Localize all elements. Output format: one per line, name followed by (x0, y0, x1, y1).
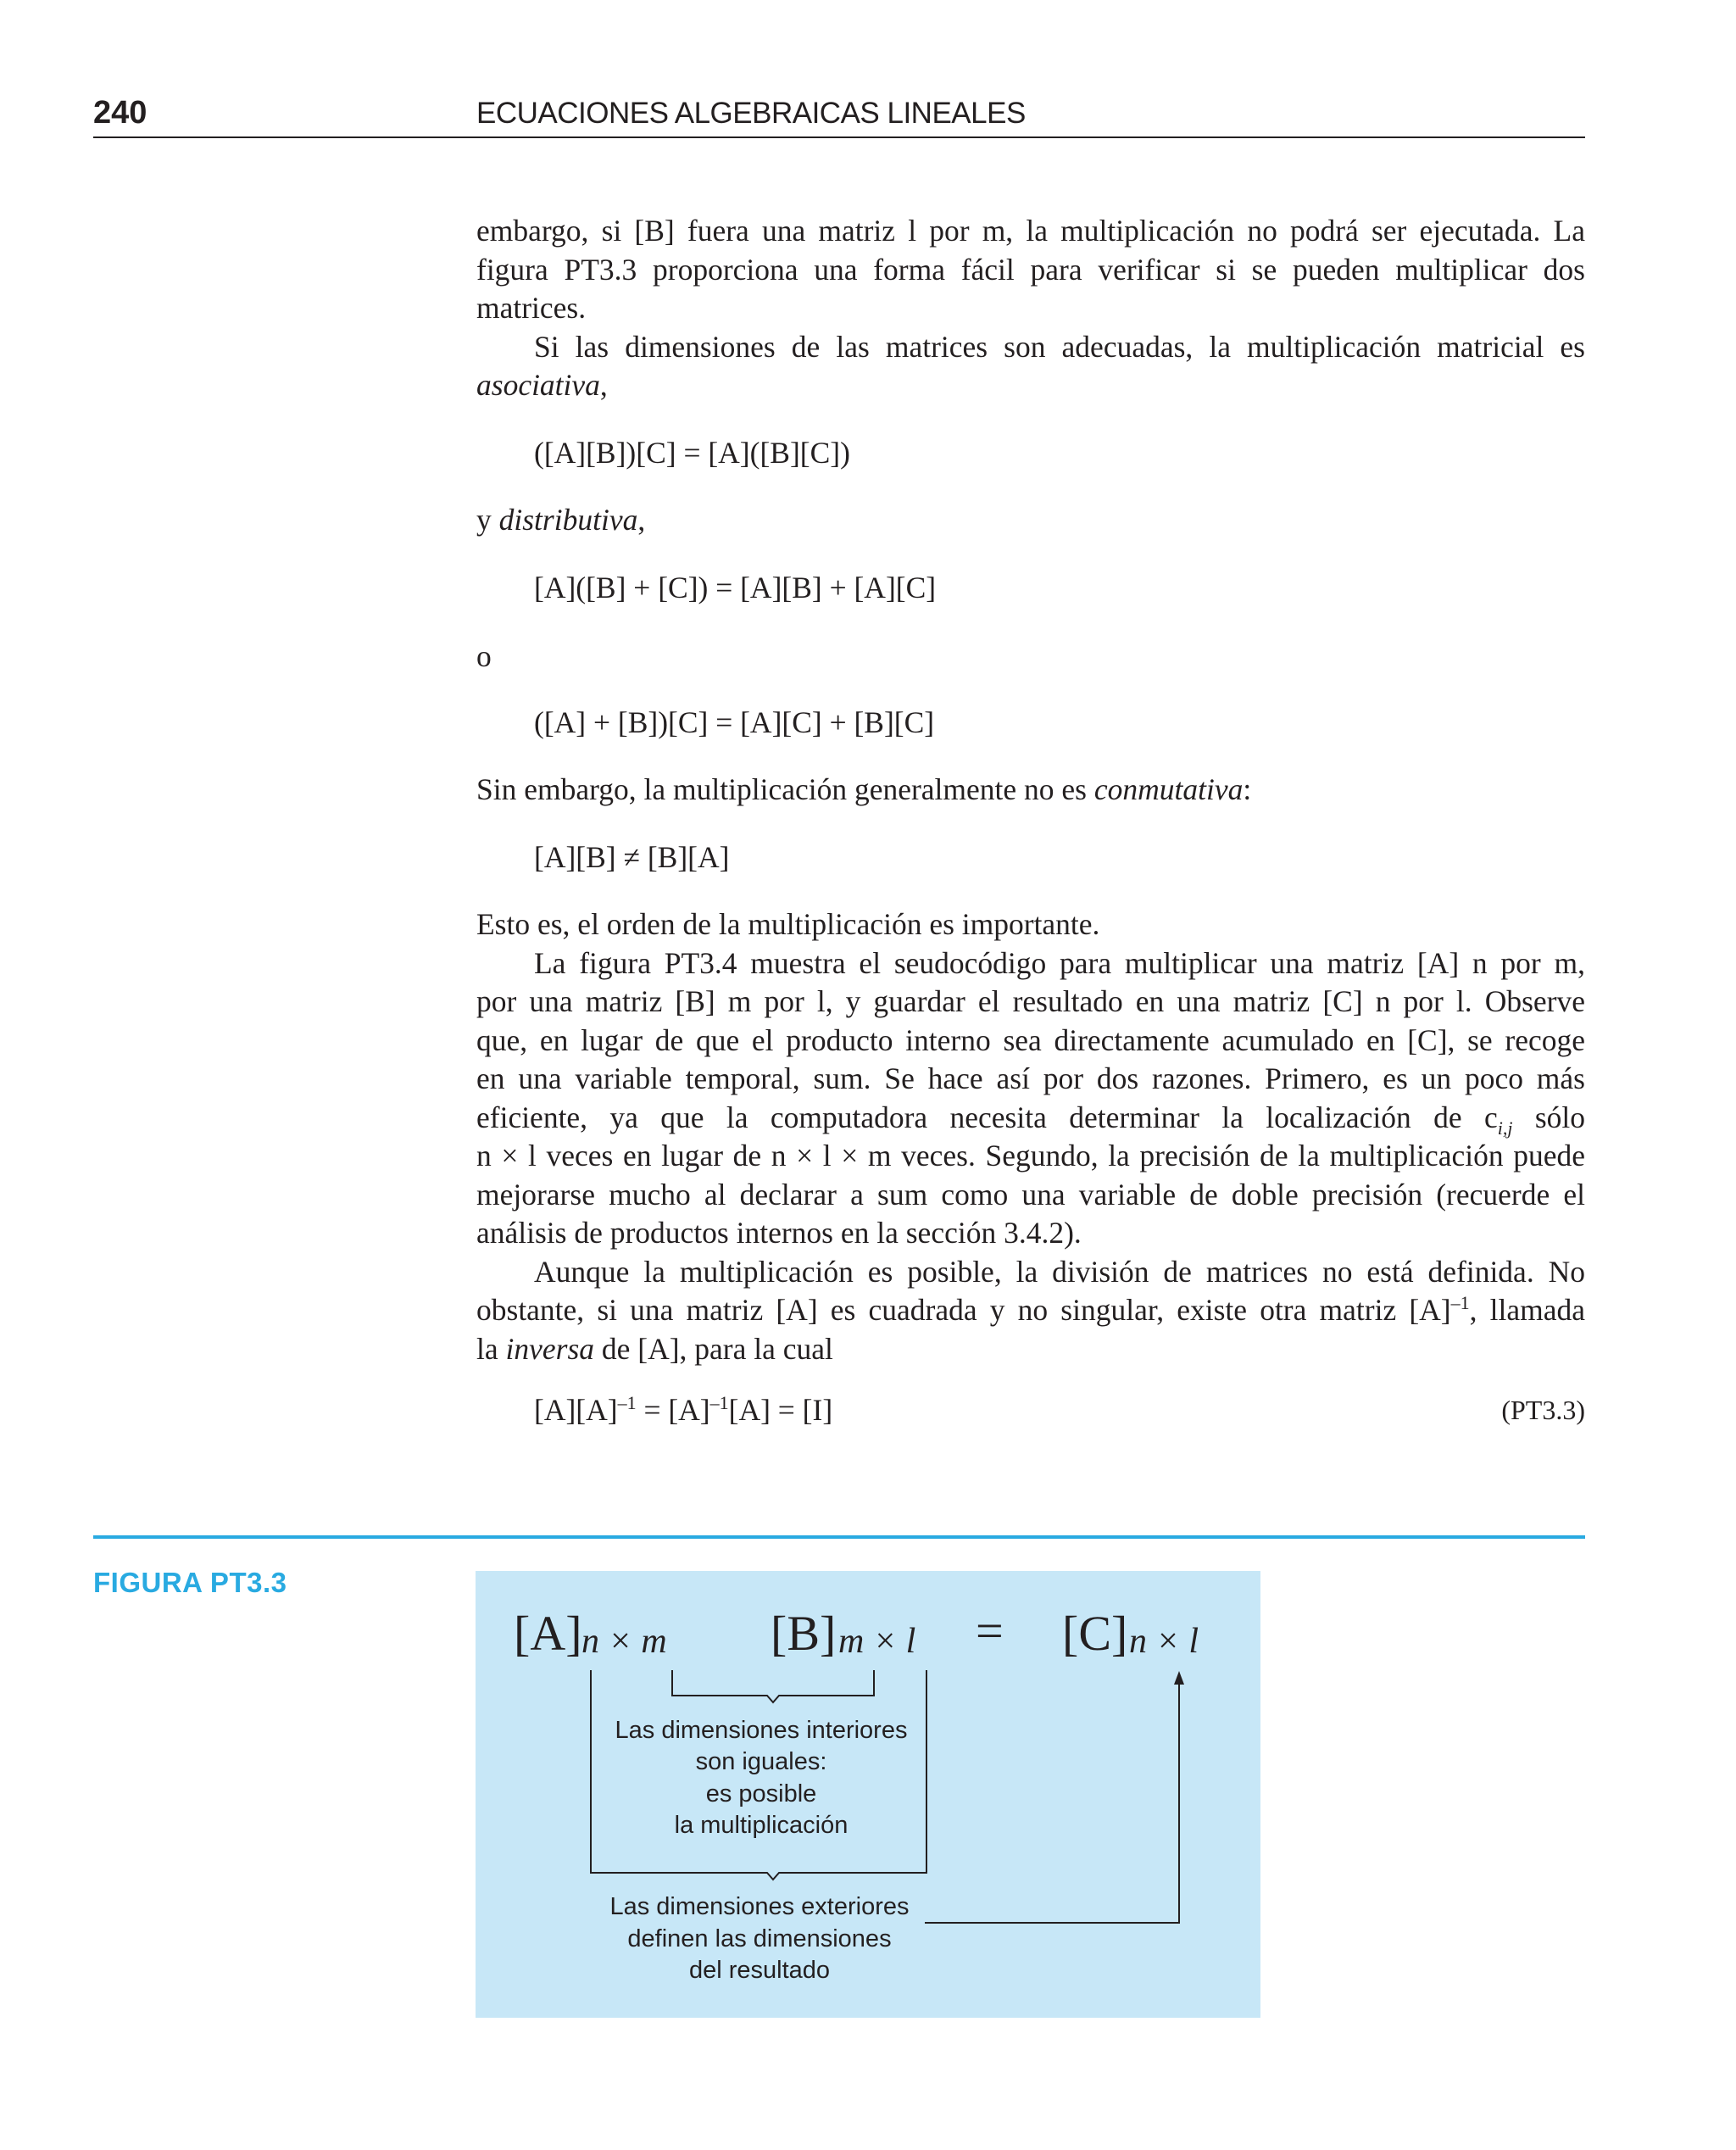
word-o: o (476, 639, 492, 673)
equation-label: (PT3.3) (1501, 1395, 1585, 1425)
inner-bracket (672, 1670, 874, 1702)
text-line: embargo, si [B] fuera una matriz l por m, la multiplicación no podrá ser ejecutada. La (476, 214, 1585, 248)
outer-note-line: definen las dimensiones (627, 1925, 892, 1952)
inner-note-line: la multiplicación (674, 1812, 849, 1839)
superscript: –1 (1450, 1292, 1470, 1314)
text-line: Esto es, el orden de la multiplicación es importante. (476, 907, 1100, 941)
paragraph-1 (476, 212, 1585, 405)
matrix-a-dims: n × m (581, 1622, 667, 1661)
result-connector (925, 1681, 1179, 1923)
text-span: = [A] (636, 1393, 710, 1427)
equation-distributive-1: [A]([B] + [C]) = [A][B] + [A][C] (534, 571, 937, 604)
matrix-b-dims: m × l (838, 1622, 916, 1661)
word-y: y (476, 503, 499, 537)
figure-label: FIGURA PT3.3 (93, 1567, 287, 1598)
text-line: Si las dimensiones de las matrices son adecuadas, la multiplicación matricial es (534, 329, 1585, 364)
text-span: obstante, si una matriz [A] es cuadrada y no singular, existe otra matriz [A] (476, 1293, 1451, 1327)
paragraph-2 (476, 905, 1585, 1368)
text-line: que, en lugar de que el producto interno sea directamente acumulado en [C], se recoge (476, 1022, 1585, 1057)
matrix-a-symbol: [A] (514, 1606, 582, 1661)
text-line: mejorarse mucho al declarar a sum como una variable de doble precisión (recuerde el (476, 1177, 1585, 1211)
text-line (476, 1291, 1585, 1330)
text-span: sólo (1512, 1100, 1585, 1134)
punctuation: , (637, 503, 646, 537)
subscript: i,j (1497, 1117, 1513, 1139)
text-line: figura PT3.3 proporciona una forma fácil para verificar si se pueden multiplicar dos (476, 252, 1585, 287)
equals-sign: = (976, 1603, 1004, 1658)
term-distributiva: distributiva (498, 503, 638, 537)
punctuation: , (599, 368, 608, 402)
text-span: [A] = [I] (728, 1393, 833, 1427)
term-asociativa: asociativa (476, 368, 600, 402)
text-line (476, 366, 1585, 405)
outer-note-line: Las dimensiones exteriores (609, 1893, 910, 1920)
text-line: La figura PT3.4 muestra el seudocódigo para multiplicar una matriz [A] n por m, (534, 945, 1585, 980)
matrix-c-symbol: [C] (1062, 1606, 1128, 1661)
text-line (476, 771, 1585, 810)
inner-note-line: es posible (705, 1780, 817, 1807)
text-line (476, 1099, 1585, 1138)
text-line (476, 1330, 1585, 1369)
inner-note-line: son iguales: (695, 1748, 827, 1775)
inner-note-line: Las dimensiones interiores (615, 1717, 908, 1744)
chapter-title: ECUACIONES ALGEBRAICAS LINEALES (476, 97, 1026, 130)
outer-note-line: del resultado (688, 1957, 831, 1984)
text-line: por una matriz [B] m por l, y guardar el resultado en una matriz [C] n por l. Observe (476, 984, 1585, 1018)
text-line: matrices. (476, 291, 587, 325)
figure-rule (93, 1535, 1585, 1539)
text-line: n × l veces en lugar de n × l × m veces. Segundo, la precisión de la multiplicación puede (476, 1139, 1585, 1172)
term-inversa: inversa (505, 1331, 595, 1366)
text-span: [A][A] (534, 1393, 618, 1427)
equation-not-commutative: [A][B] ≠ [B][A] (534, 840, 730, 874)
text-line (476, 501, 1585, 540)
matrix-b-symbol: [B] (771, 1606, 837, 1661)
page-number: 240 (93, 95, 147, 131)
text-line: Aunque la multiplicación es posible, la división de matrices no está definida. No (534, 1254, 1585, 1289)
text-span: de [A], para la cual (594, 1331, 833, 1366)
text-span: eficiente, ya que la computadora necesita determinar la localización de c (476, 1100, 1498, 1134)
equation-associative: ([A][B])[C] = [A]([B][C]) (534, 436, 850, 470)
matrix-c-dims: n × l (1129, 1622, 1199, 1661)
text-line: en una variable temporal, sum. Se hace así por dos razones. Primero, es un poco más (476, 1061, 1585, 1095)
equation-inverse (534, 1392, 832, 1428)
text-span: Sin embargo, la multiplicación generalmente no es (476, 772, 1094, 806)
text-line: análisis de productos internos en la sección 3.4.2). (476, 1216, 1082, 1250)
punctuation: : (1243, 772, 1252, 806)
equation-distributive-2: ([A] + [B])[C] = [A][C] + [B][C] (534, 705, 935, 739)
matrix-dimension-diagram (476, 1571, 1260, 2018)
figure-panel (476, 1571, 1260, 2018)
superscript: –1 (709, 1392, 729, 1414)
superscript: –1 (617, 1392, 637, 1414)
text-span: la (476, 1331, 506, 1366)
header-rule (93, 136, 1585, 138)
arrow-head-icon (1174, 1671, 1184, 1685)
term-conmutativa: conmutativa (1093, 772, 1244, 806)
text-span: , llamada (1469, 1293, 1586, 1327)
